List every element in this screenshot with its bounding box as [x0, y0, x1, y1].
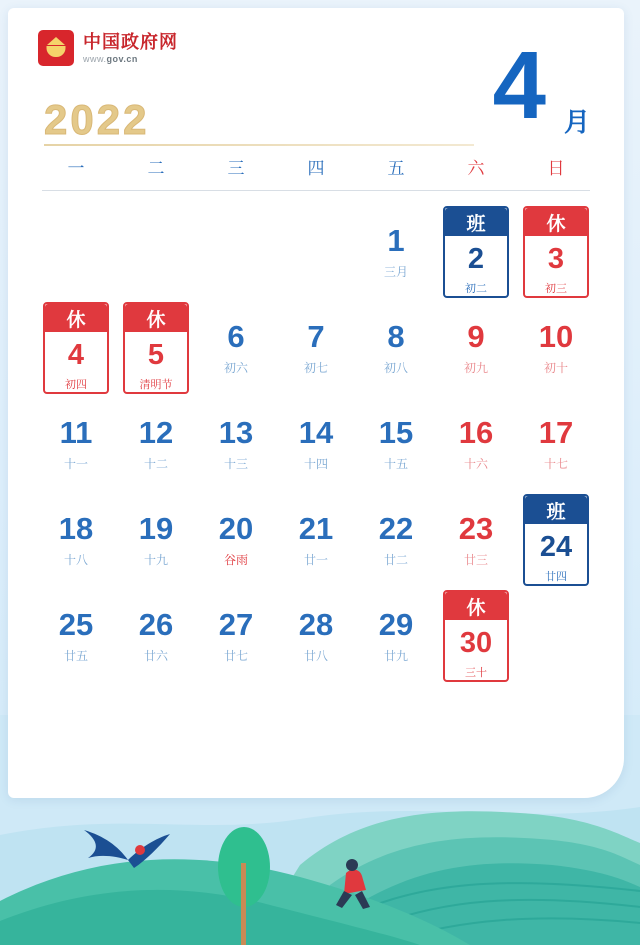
day-number: 20	[218, 510, 254, 546]
lunar-label: 廿三	[463, 552, 488, 567]
lunar-label: 初二	[465, 283, 487, 295]
weekday-1: 二	[147, 159, 165, 178]
day-cell[interactable]	[36, 396, 116, 492]
day-number: 16	[458, 414, 494, 450]
rest-day-box[interactable]	[123, 302, 189, 394]
day-cell[interactable]	[356, 396, 436, 492]
rest-tag: 休	[525, 208, 587, 236]
lunar-label: 清明节	[139, 379, 173, 391]
day-number: 4	[67, 339, 85, 371]
weekday-header-row	[36, 154, 596, 191]
lunar-label: 初七	[303, 360, 328, 375]
year-label: 2022	[44, 96, 150, 143]
lunar-label: 廿一	[303, 552, 328, 567]
day-number: 10	[538, 318, 574, 354]
work-day-box[interactable]	[443, 206, 509, 298]
day-number: 3	[547, 243, 565, 275]
day-number: 28	[298, 606, 334, 642]
lunar-label: 十三	[223, 456, 248, 471]
work-tag: 班	[445, 208, 507, 236]
weekday-4: 五	[387, 159, 405, 178]
day-number: 2	[467, 243, 485, 275]
day-number: 30	[459, 627, 493, 659]
day-number: 19	[138, 510, 174, 546]
day-number: 21	[298, 510, 334, 546]
weekday-5: 六	[467, 159, 485, 178]
rest-day-box[interactable]	[43, 302, 109, 394]
work-day-box[interactable]	[523, 494, 589, 586]
lunar-label: 十八	[63, 552, 88, 567]
lunar-label: 廿四	[545, 571, 567, 583]
lunar-label: 谷雨	[223, 552, 248, 567]
brand-title: 中国政府网	[83, 31, 178, 52]
day-cell[interactable]	[36, 300, 116, 396]
day-number: 9	[467, 318, 485, 354]
days-grid	[36, 204, 596, 684]
day-cell[interactable]	[36, 492, 116, 588]
brand-url	[83, 55, 178, 64]
lunar-label: 三十	[465, 667, 487, 679]
day-number: 14	[298, 414, 334, 450]
day-number: 12	[138, 414, 174, 450]
day-cell[interactable]	[436, 588, 516, 684]
day-number: 23	[458, 510, 494, 546]
lunar-label: 十四	[303, 456, 328, 471]
lunar-label: 初八	[383, 360, 408, 375]
day-cell[interactable]	[356, 204, 436, 300]
month-unit-label: 月	[563, 107, 590, 137]
year-divider	[44, 144, 474, 146]
day-number: 8	[387, 318, 405, 354]
day-cell[interactable]	[436, 492, 516, 588]
brand-url-prefix: www.	[83, 53, 107, 64]
day-number: 15	[378, 414, 414, 450]
day-cell[interactable]	[356, 492, 436, 588]
rest-tag: 休	[45, 304, 107, 332]
day-number: 29	[378, 606, 414, 642]
day-cell[interactable]	[116, 300, 196, 396]
day-cell-empty	[276, 204, 356, 300]
day-cell-empty	[36, 204, 116, 300]
day-cell[interactable]	[196, 588, 276, 684]
day-cell[interactable]	[356, 300, 436, 396]
day-number: 1	[387, 222, 405, 258]
day-number: 13	[218, 414, 254, 450]
day-number: 26	[138, 606, 174, 642]
day-cell[interactable]	[516, 300, 596, 396]
month-number: 4	[492, 32, 546, 139]
weekday-divider	[42, 190, 590, 191]
lunar-label: 初十	[543, 360, 568, 375]
day-cell[interactable]	[516, 492, 596, 588]
day-cell[interactable]	[436, 204, 516, 300]
day-cell[interactable]	[276, 588, 356, 684]
lunar-label: 廿五	[63, 648, 88, 663]
day-cell[interactable]	[36, 588, 116, 684]
lunar-label: 廿二	[383, 552, 408, 567]
day-cell[interactable]	[436, 396, 516, 492]
lunar-label: 三月	[383, 264, 408, 279]
day-cell[interactable]	[116, 588, 196, 684]
rest-tag: 休	[125, 304, 187, 332]
day-cell[interactable]	[276, 396, 356, 492]
rest-day-box[interactable]	[443, 590, 509, 682]
lunar-label: 廿六	[143, 648, 168, 663]
day-cell-empty	[516, 588, 596, 684]
calendar-card	[8, 8, 624, 798]
day-cell[interactable]	[516, 204, 596, 300]
day-number: 5	[147, 339, 165, 371]
day-number: 24	[539, 531, 573, 563]
lunar-label: 廿七	[223, 648, 248, 663]
lunar-label: 廿八	[303, 648, 328, 663]
brand-url-domain: gov.cn	[106, 53, 138, 64]
day-number: 22	[378, 510, 414, 546]
lunar-label: 初三	[545, 283, 567, 295]
day-number: 25	[58, 606, 94, 642]
lunar-label: 十一	[63, 456, 88, 471]
day-cell[interactable]	[116, 396, 196, 492]
day-cell[interactable]	[196, 300, 276, 396]
day-cell-empty	[196, 204, 276, 300]
day-cell[interactable]	[356, 588, 436, 684]
day-number: 7	[307, 318, 325, 354]
work-tag: 班	[525, 496, 587, 524]
weekday-3: 四	[307, 159, 325, 178]
day-cell[interactable]	[196, 396, 276, 492]
day-number: 6	[227, 318, 245, 354]
day-cell[interactable]	[276, 300, 356, 396]
lunar-label: 初六	[223, 360, 248, 375]
day-cell[interactable]	[196, 492, 276, 588]
day-cell[interactable]	[276, 492, 356, 588]
day-number: 27	[218, 606, 254, 642]
lunar-label: 初四	[65, 379, 87, 391]
lunar-label: 廿九	[383, 648, 408, 663]
lunar-label: 十二	[143, 456, 168, 471]
weekday-0: 一	[67, 159, 85, 178]
weekday-2: 三	[227, 159, 245, 178]
weekday-6: 日	[547, 159, 565, 178]
day-number: 18	[58, 510, 94, 546]
national-emblem-icon	[38, 30, 74, 66]
day-cell[interactable]	[116, 492, 196, 588]
day-number: 17	[538, 414, 574, 450]
rest-day-box[interactable]	[523, 206, 589, 298]
brand[interactable]	[38, 30, 178, 66]
lunar-label: 十九	[143, 552, 168, 567]
lunar-label: 十五	[383, 456, 408, 471]
day-number: 11	[59, 414, 93, 450]
day-cell[interactable]	[436, 300, 516, 396]
lunar-label: 十七	[543, 456, 568, 471]
swallow-icon-large	[78, 820, 174, 882]
day-cell-empty	[116, 204, 196, 300]
lunar-label: 十六	[463, 456, 488, 471]
rest-tag: 休	[445, 592, 507, 620]
day-cell[interactable]	[516, 396, 596, 492]
lunar-label: 初九	[463, 360, 488, 375]
